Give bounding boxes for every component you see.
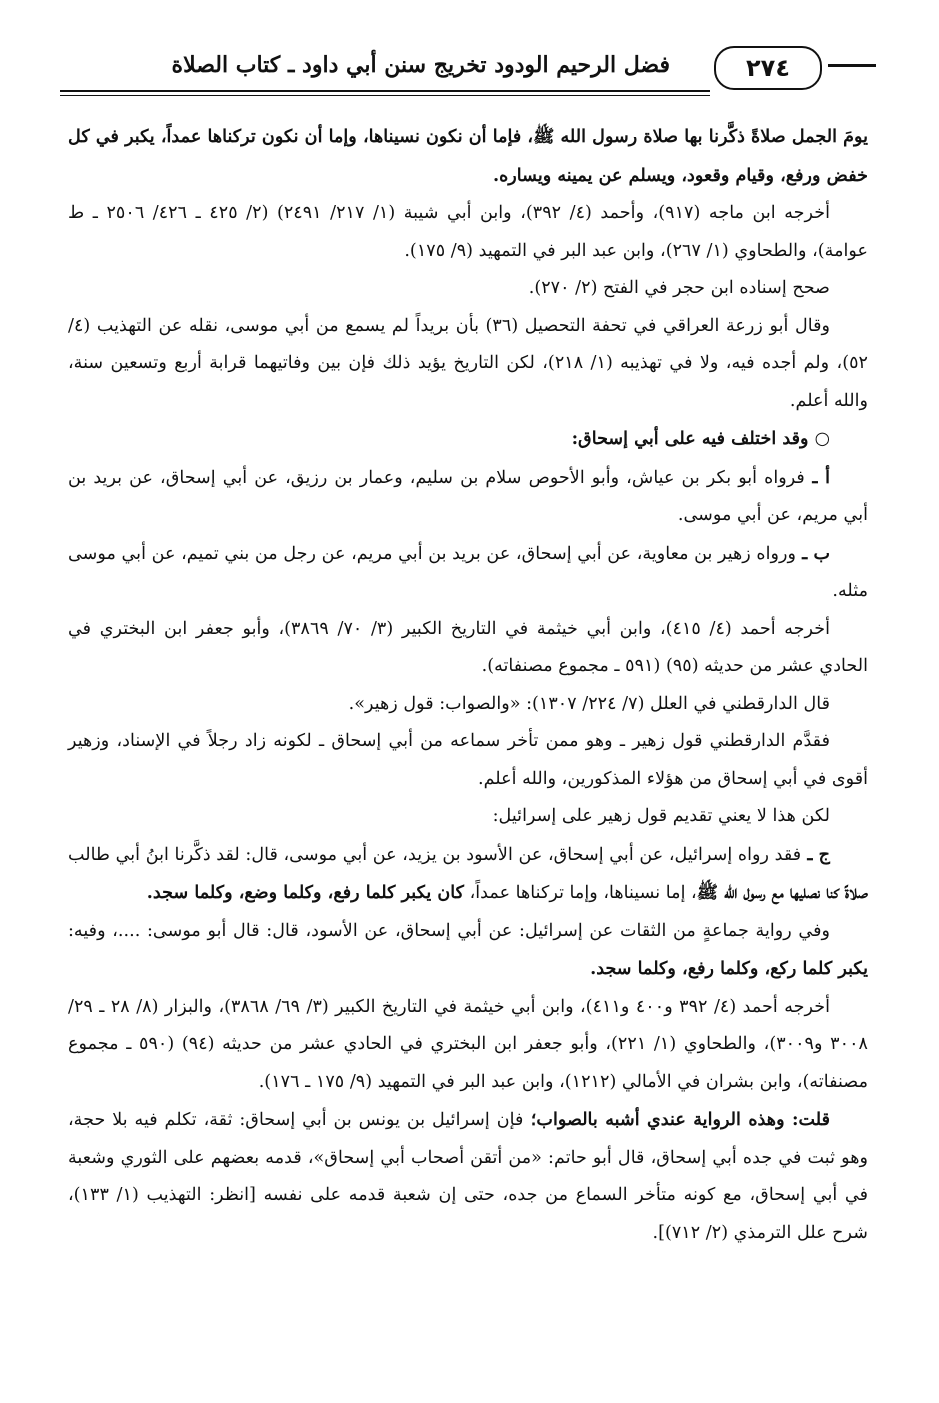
body-text xyxy=(68,118,868,1252)
paragraph-p8 xyxy=(68,611,868,686)
paragraph-p3 xyxy=(68,270,868,308)
text-run: وقال أبو زرعة العراقي في تحفة التحصيل (٣٦) بأن بريداً لم يسمع من أبي موسى، نقله عن التهذيب (٤/ ٥٢)، ولم أجده فيه، ولا في تهذيبه (١/ ٢١٨)، لكن التاريخ يؤيد ذلك فإن بين وفاتيهما قرابة أربع وتسعين سنة، والله أعلم. xyxy=(68,315,868,411)
paragraph-p12 xyxy=(68,836,868,913)
bold-text: ب ـ xyxy=(796,542,831,564)
bold-text: صلاةً كنا نصليها مع رسول الله ﷺ xyxy=(696,882,868,903)
header-rule xyxy=(60,90,710,92)
paragraph-p1 xyxy=(68,118,868,195)
text-run: فقد رواه إسرائيل، عن أبي إسحاق، عن الأسود بن يزيد، عن أبي موسى، قال: لقد ذكَّرنا ابنُ أبي طالب xyxy=(68,844,802,865)
page-number-badge: ٢٧٤ xyxy=(714,46,822,90)
bold-text: يكبر كلما ركع، وكلما رفع، وكلما سجد. xyxy=(590,958,868,979)
bold-text: يومَ الجمل صلاةً ذكَّرنا بها صلاة رسول الله ﷺ، فإما أن نكون نسيناها، وإما أن نكون تركناها عمداً، يكبر في كل خفض ورفع، وقيام وقعود، ويسلم عن يمينه ويساره. xyxy=(68,126,868,186)
badge-bar xyxy=(828,64,876,67)
bold-text: ج ـ xyxy=(801,843,830,865)
text-run: ورواه زهير بن معاوية، عن أبي إسحاق، عن بريد بن أبي مريم، عن رجل من بني تميم، عن أبي موسى مثله. xyxy=(68,543,868,601)
paragraph-p7 xyxy=(68,535,868,611)
text-run: لكن هذا لا يعني تقديم قول زهير على إسرائيل: xyxy=(492,806,830,826)
paragraph-p5 xyxy=(68,420,868,459)
bold-text: أ ـ xyxy=(804,466,831,488)
paragraph-p14 xyxy=(68,989,868,1102)
text-run: صحح إسناده ابن حجر في الفتح (٢/ ٢٧٠). xyxy=(528,278,830,298)
paragraph-p6 xyxy=(68,459,868,535)
paragraph-p13 xyxy=(68,913,868,989)
paragraph-p4 xyxy=(68,308,868,421)
text-run: قال الدارقطني في العلل (٧/ ٢٢٤/ ١٣٠٧): «والصواب: قول زهير». xyxy=(348,693,830,714)
text-run: وفي رواية جماعةٍ من الثقات عن إسرائيل: عن أبي إسحاق، عن الأسود، قال: قال أبو موسى: ....، وفيه: xyxy=(68,920,830,941)
paragraph-p2 xyxy=(68,195,868,270)
bold-text: ○ وقد اختلف فيه على أبي إسحاق: xyxy=(571,428,830,449)
text-run: ، إما نسيناها، وإما تركناها عمداً، xyxy=(464,883,697,903)
paragraph-p9 xyxy=(68,686,868,724)
header-rule-thin xyxy=(60,95,710,96)
bold-text: كان يكبر كلما رفع، وكلما وضع، وكلما سجد. xyxy=(146,882,465,903)
text-run: أخرجه أحمد (٤/ ٣٩٢ و٤٠٠ و٤١١)، وابن أبي خيثمة في التاريخ الكبير (٣/ ٦٩/ ٣٨٦٨)، والبزار (٨/ ٢٨ ـ ٢٩/ ٣٠٠٨ و٣٠٠٩)، والطحاوي (١/ ٢٢١)، وأبو جعفر ابن البختري في الحادي عشر من حديثه (٩٤) (٥٩٠ ـ مجموع مصنفاته)، وابن بشران في الأمالي (١٢١٢)، وابن عبد البر في التمهيد (٩/ ١٧٥ ـ ١٧٦). xyxy=(68,996,868,1092)
page-header xyxy=(60,40,880,110)
running-title: فضل الرحيم الودود تخريج سنن أبي داود ـ كتاب الصلاة xyxy=(171,52,670,78)
text-run: أخرجه أحمد (٤/ ٤١٥)، وابن أبي خيثمة في التاريخ الكبير (٣/ ٧٠/ ٣٨٦٩)، وأبو جعفر ابن البختري في الحادي عشر من حديثه (٩٥) (٥٩١ ـ مجموع مصنفاته). xyxy=(68,618,868,676)
paragraph-p11 xyxy=(68,798,868,836)
bold-text: قلت: وهذه الرواية عندي أشبه بالصواب؛ xyxy=(523,1109,830,1130)
text-run: فقدَّم الدارقطني قول زهير ـ وهو ممن تأخر سماعه من أبي إسحاق ـ لكونه زاد رجلاً في الإسناد، وزهير أقوى في أبي إسحاق من هؤلاء المذكورين، والله أعلم. xyxy=(68,731,868,789)
text-run: أخرجه ابن ماجه (٩١٧)، وأحمد (٤/ ٣٩٢)، وابن أبي شيبة (١/ ٢١٧/ ٢٤٩١) (٢/ ٤٢٥ ـ ٤٢٦/ ٢٥٠٦ ـ ط عوامة)، والطحاوي (١/ ٢٦٧)، وابن عبد البر في التمهيد (٩/ ١٧٥). xyxy=(68,203,868,261)
text-run: فإن إسرائيل بن يونس بن أبي إسحاق: ثقة، تكلم فيه بلا حجة، وهو ثبت في جده أبي إسحاق، قال أبو حاتم: «من أتقن أصحاب أبي إسحاق»، قدمه بعضهم على الثوري وشعبة في أبي إسحاق، مع كونه متأخر السماع من جده، حتى إن شعبة قدمه على نفسه [انظر: التهذيب (١/ ١٣٣)، شرح علل الترمذي (٢/ ٧١٢)]. xyxy=(68,1110,868,1243)
paragraph-p10 xyxy=(68,723,868,798)
text-run: فرواه أبو بكر بن عياش، وأبو الأحوص سلام بن سليم، وعمار بن رزيق، عن أبي إسحاق، عن بريد بن أبي مريم، عن أبي موسى. xyxy=(68,467,868,525)
paragraph-p15 xyxy=(68,1101,868,1252)
